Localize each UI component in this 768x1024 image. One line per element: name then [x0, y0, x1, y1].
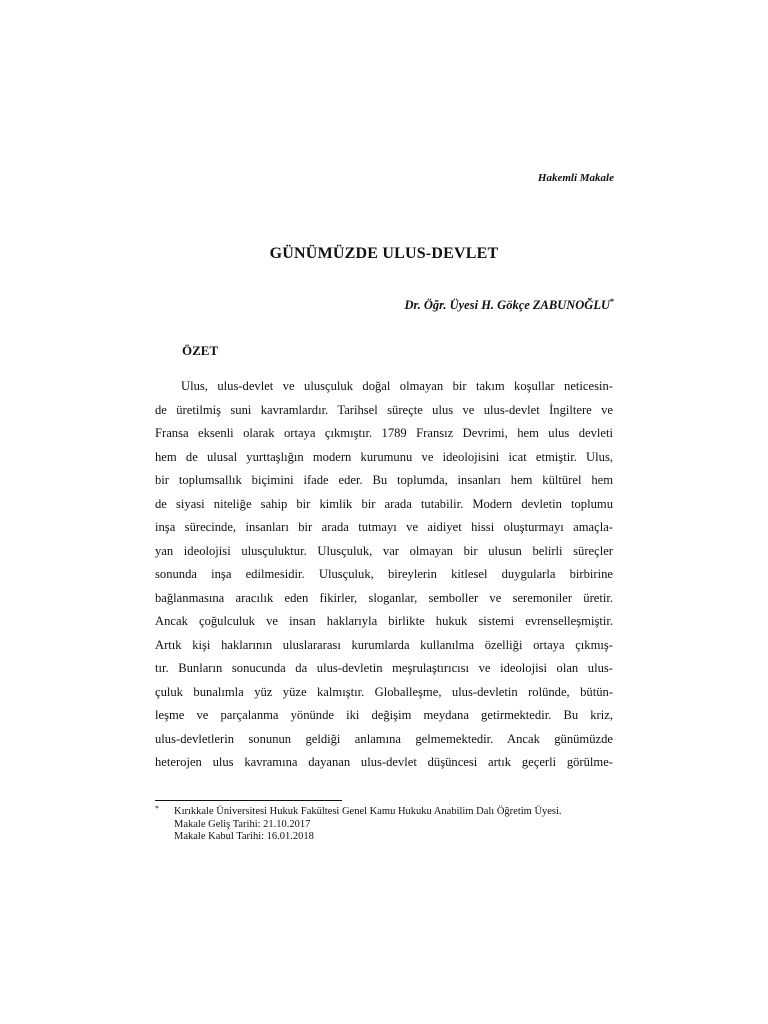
- author-footnote-marker: *: [610, 297, 614, 306]
- abstract-line: inşa sürecinde, insanları bir arada tutmayı ve aidiyet hissi oluşturmayı amaçla-: [155, 520, 613, 534]
- article-type-label: Hakemli Makale: [537, 172, 614, 184]
- abstract-line: hem de ulusal yurttaşlığın modern kurumunu ve ideolojisini icat etmiştir. Ulus,: [155, 449, 613, 464]
- abstract-line: Ulus, ulus-devlet ve ulusçuluk doğal olmayan bir takım koşullar neticesin-: [181, 379, 613, 393]
- abstract-line: Ancak çoğulculuk ve insan haklarıyla birlikte hukuk sistemi evrenselleşmiştir.: [155, 614, 613, 628]
- abstract-line: de üretilmiş suni kavramlardır. Tarihsel süreçte ulus ve ulus-devlet İngiltere ve: [155, 402, 613, 417]
- footnote-affiliation: Kırıkkale Üniversitesi Hukuk Fakültesi Genel Kamu Hukuku Anabilim Dalı Öğretim Üyesi.: [174, 806, 562, 817]
- abstract-line: Fransa eksenli olarak ortaya çıkmıştır. 1789 Fransız Devrimi, hem ulus devleti: [155, 426, 613, 440]
- footnote: [155, 806, 625, 844]
- abstract-line: tır. Bunların sonucunda da ulus-devletin meşrulaştırıcısı ve ideolojisi olan ulus-: [155, 661, 613, 675]
- abstract-line: ulus-devletlerin sonunun geldiği anlamına gelmemektedir. Ancak günümüzde: [155, 731, 613, 746]
- abstract-body: [155, 375, 613, 775]
- abstract-line: heterojen ulus kavramına dayanan ulus-devlet düşüncesi artık geçerli görülme-: [155, 755, 613, 769]
- abstract-line: yan ideolojisi ulusçuluktur. Ulusçuluk, var olmayan bir ulusun belirli süreçler: [155, 543, 613, 558]
- abstract-line: leşme ve parçalanma yönünde iki değişim meydana getirmektedir. Bu kriz,: [155, 708, 613, 722]
- abstract-line: bağlanmasına aracılık eden fikirler, sloganlar, semboller ve seremoniler üretir.: [155, 590, 613, 605]
- footnote-accepted-date: Makale Kabul Tarihi: 16.01.2018: [174, 831, 314, 842]
- abstract-heading: ÖZET: [182, 343, 219, 358]
- abstract-line: bir toplumsallık biçimini ifade eder. Bu toplumda, insanları hem kültürel hem: [155, 473, 613, 487]
- footnote-marker: *: [155, 804, 159, 813]
- author-line: [404, 297, 614, 313]
- abstract-line: sonunda inşa edilmesidir. Ulusçuluk, bireylerin kitlesel duygularla birbirine: [155, 567, 613, 581]
- abstract-line: Artık kişi haklarının uluslararası kurumlarda kullanılma özelliği ortaya çıkmış-: [155, 637, 613, 652]
- abstract-line: çuluk bunalımla yüz yüze kalmıştır. Globalleşme, ulus-devletin rolünde, bütün-: [155, 684, 613, 699]
- footnote-divider: [155, 800, 342, 801]
- article-title: GÜNÜMÜZDE ULUS-DEVLET: [269, 245, 499, 262]
- author-name: Dr. Öğr. Üyesi H. Gökçe ZABUNOĞLU: [404, 298, 610, 313]
- footnote-received-date: Makale Geliş Tarihi: 21.10.2017: [174, 818, 311, 830]
- abstract-line: de siyasi niteliğe sahip bir kimlik bir arada tutabilir. Modern devletin toplumu: [155, 496, 613, 511]
